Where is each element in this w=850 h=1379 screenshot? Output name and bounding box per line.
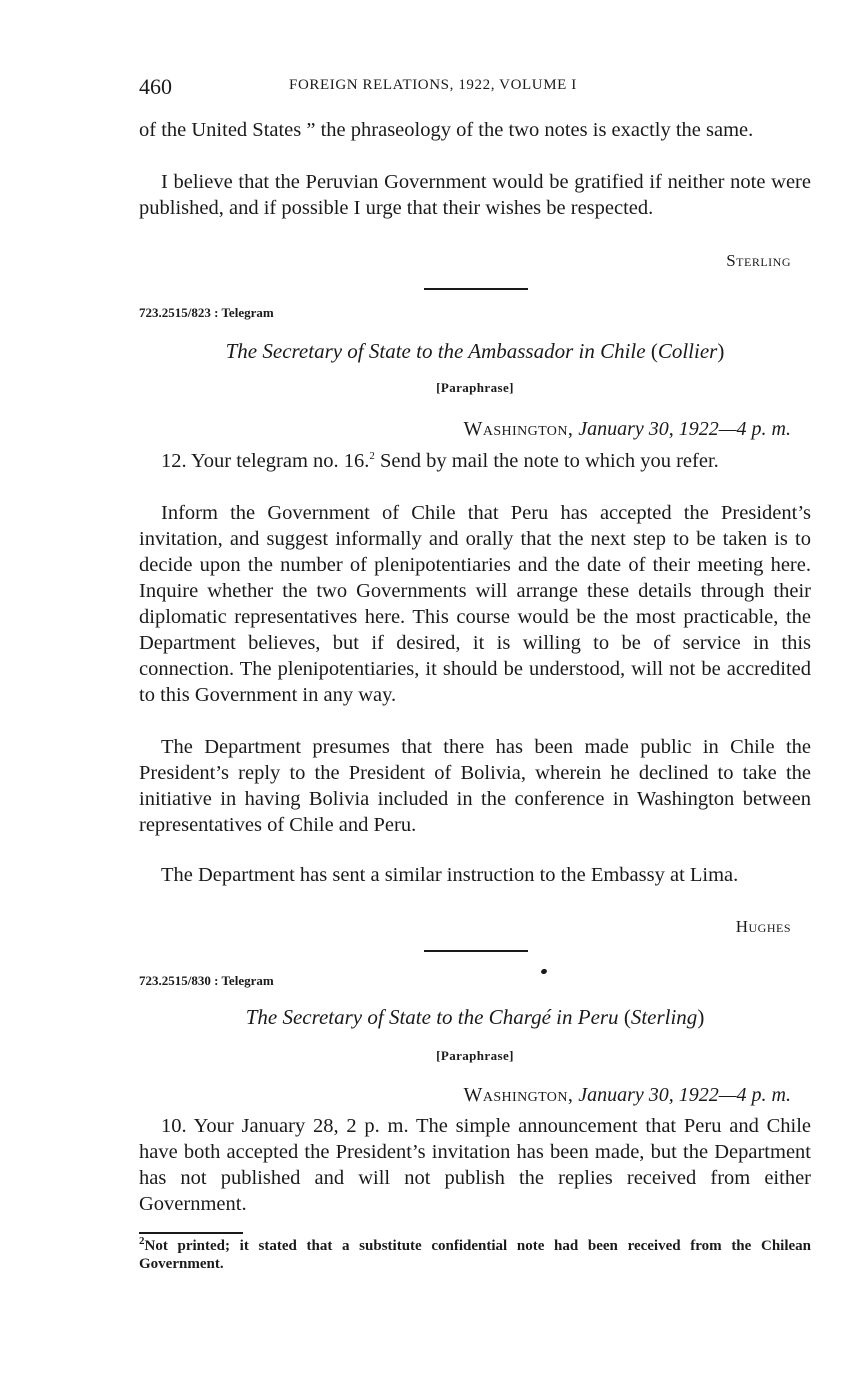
body-paragraph: The Department has sent a similar instruction to the Embassy at Lima. bbox=[161, 864, 739, 886]
title-paren-close: ) bbox=[717, 339, 725, 363]
document-title bbox=[139, 339, 811, 364]
body-paragraph: Inform the Government of Chile that Peru has accepted the President’s invitation, and suggest informally and orally that the next step to be taken is to decide upon the number of plenipotentiaries and the date of their meeting here. Inquire whether the two Governments will arrange these details through their diplomatic representatives here. This course would be the most practicable, the Department believes, but if desired, it is willing to be of service in this connection. The plenipotentiaries, it should be understood, will not be accredited to this Government in any way. bbox=[139, 502, 811, 706]
paraphrase-label: [Paraphrase] bbox=[436, 1048, 514, 1063]
title-paren-open: ( bbox=[623, 1005, 631, 1029]
continuation-paragraph: of the United States ” the phraseology of the two notes is exactly the same. bbox=[139, 119, 754, 141]
paragraph-text-continued: Send by mail the note to which you refer. bbox=[374, 450, 719, 472]
ink-speck bbox=[540, 968, 547, 975]
footnote bbox=[139, 1237, 811, 1273]
page-number: 460 bbox=[139, 74, 172, 99]
continuation-paragraph-2: I believe that the Peruvian Government would be gratified if neither note were published, and if possible I urge that their wishes be respected. bbox=[139, 171, 811, 219]
title-paren-close: ) bbox=[697, 1005, 705, 1029]
body-paragraph: The Department presumes that there has been made public in Chile the President’s reply to the President of Bolivia, wherein he declined to take the initiative in having Bolivia included in the conference in Washington between representatives of Chile and Peru. bbox=[139, 736, 811, 836]
file-reference: 723.2515/830 : Telegram bbox=[139, 973, 274, 988]
page-header bbox=[139, 74, 811, 102]
section-divider bbox=[424, 288, 528, 290]
dateline bbox=[464, 418, 791, 441]
document-title-main: The Secretary of State to the Chargé in Peru bbox=[245, 1005, 619, 1029]
paragraph-text: 12. Your telegram no. 16. bbox=[161, 450, 370, 472]
document-title bbox=[139, 1005, 811, 1030]
body-paragraph: 10. Your January 28, 2 p. m. The simple announcement that Peru and Chile have both accepted the President’s invitation has been made, but the Department has not published and will not publish the replies received from either Government. bbox=[139, 1115, 811, 1215]
running-title: FOREIGN RELATIONS, 1922, VOLUME I bbox=[289, 77, 577, 93]
paraphrase-label: [Paraphrase] bbox=[436, 380, 514, 395]
dateline bbox=[464, 1084, 791, 1107]
section-divider bbox=[424, 950, 528, 952]
dateline-date: January 30, 1922—4 p. m. bbox=[578, 418, 791, 440]
document-title-recipient: Sterling bbox=[630, 1005, 698, 1029]
footnote-text: Not printed; it stated that a substitute confidential note had been received from the Chilean Government. bbox=[139, 1238, 811, 1272]
body-paragraph bbox=[139, 448, 811, 474]
document-title-main: The Secretary of State to the Ambassador in Chile bbox=[225, 339, 646, 363]
dateline-place: Washington, bbox=[463, 1084, 574, 1106]
file-reference: 723.2515/823 : Telegram bbox=[139, 305, 274, 320]
signature-hughes: Hughes bbox=[735, 917, 791, 936]
title-paren-open: ( bbox=[650, 339, 658, 363]
footnote-number: 2 bbox=[139, 1235, 145, 1247]
document-title-recipient: Collier bbox=[657, 339, 718, 363]
footnote-divider bbox=[139, 1232, 243, 1234]
dateline-place: Washington, bbox=[463, 418, 574, 440]
footnote-marker: 2 bbox=[369, 450, 375, 463]
dateline-date: January 30, 1922—4 p. m. bbox=[578, 1084, 791, 1106]
signature-sterling: Sterling bbox=[726, 251, 791, 270]
